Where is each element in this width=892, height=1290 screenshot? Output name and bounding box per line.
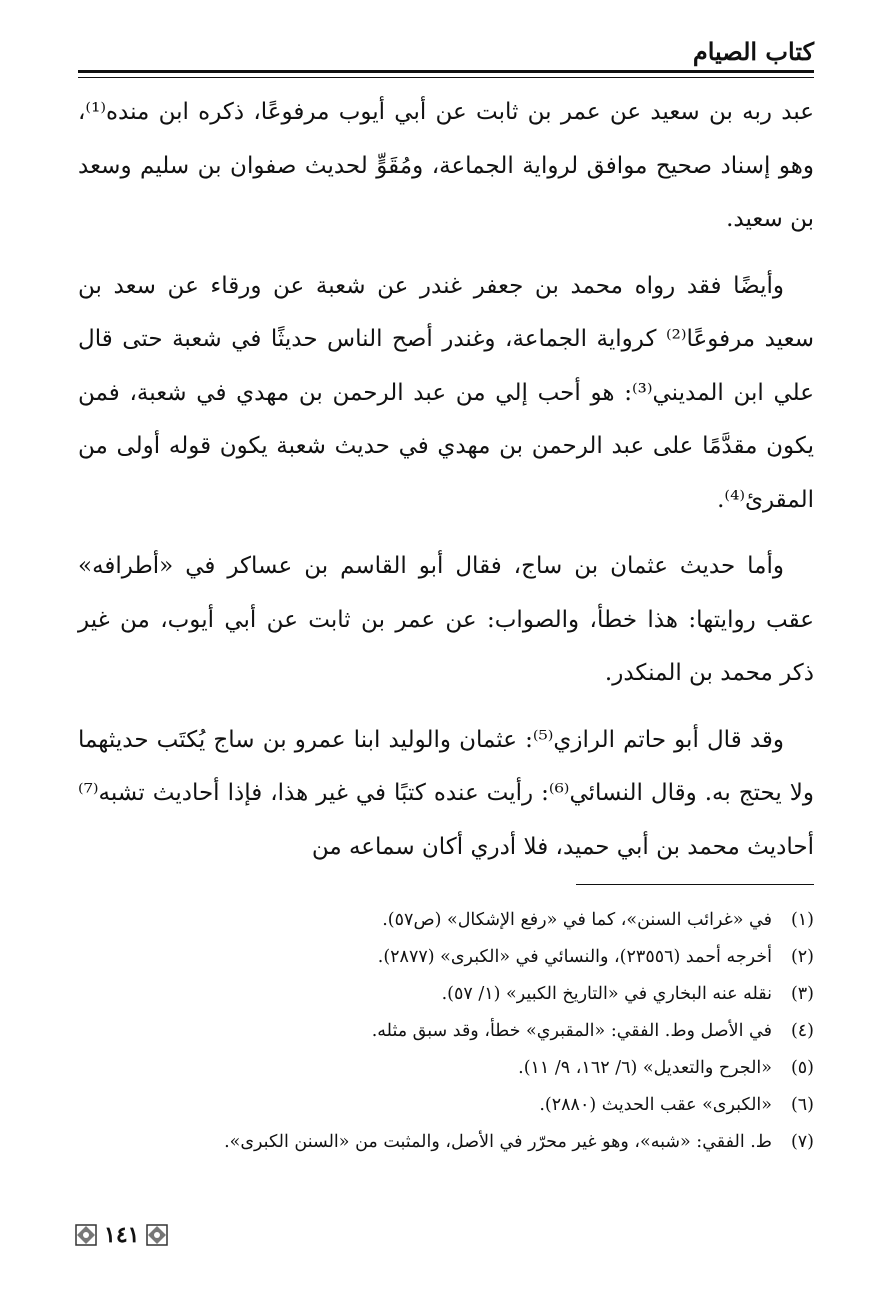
paragraph: وقد قال أبو حاتم الرازي⁽⁵⁾: عثمان والوليد ابنا عمرو بن ساج يُكتَب حديثهما ولا يحتج به. وقال النسائي⁽⁶⁾: رأيت عنده كتبًا في غير هذا، فإذا أحاديث تشبه⁽⁷⁾ أحاديث محمد بن أبي حميد، فلا أدري أكان سماعه من: [78, 726, 815, 860]
ornament-icon: [74, 1223, 98, 1247]
footnote-text: «الجرح والتعديل» (٦/ ١٦٢، ٩/ ١١).: [518, 1058, 772, 1078]
footnote: [78, 1050, 814, 1087]
ornament-icon: [145, 1223, 169, 1247]
page-number: ١٤١: [104, 1222, 140, 1248]
footnote: [78, 939, 814, 976]
paragraph: وأما حديث عثمان بن ساج، فقال أبو القاسم بن عساكر في «أطرافه» عقب روايتها: هذا خطأ، والصواب: عن عمر بن ثابت عن أبي أيوب، من غير ذكر محمد بن المنكدر.: [78, 553, 814, 686]
paragraph: وأيضًا فقد رواه محمد بن جعفر غندر عن شعبة عن ورقاء عن سعد بن سعيد مرفوعًا⁽²⁾ كرواية الجماعة، وغندر أصح الناس حديثًا في شعبة حتى قال علي ابن المديني⁽³⁾: هو أحب إلي من عبد الرحمن بن مهدي في شعبة، فمن يكون مقدَّمًا على عبد الرحمن بن مهدي في حديث شعبة يكون قوله أولى من المقرئ⁽⁴⁾.: [78, 272, 815, 513]
header-rule-thin: [78, 77, 814, 78]
footnote-separator: [576, 884, 814, 885]
footnote-number: (٧): [790, 1132, 814, 1152]
footnote-number: (٤): [790, 1021, 814, 1041]
footnote-number: (١): [790, 910, 814, 930]
footnote: [78, 1087, 814, 1124]
footnote-text: أخرجه أحمد (٢٣٥٥٦)، والنسائي في «الكبرى» (٢٨٧٧).: [377, 947, 772, 967]
paragraph: عبد ربه بن سعيد عن عمر بن ثابت عن أبي أيوب مرفوعًا، ذكره ابن منده⁽¹⁾، وهو إسناد صحيح موافق لرواية الجماعة، ومُقَوٍّ لحديث صفوان بن سليم وسعد بن سعيد.: [78, 99, 814, 232]
footnote-number: (٦): [790, 1095, 814, 1115]
running-header: كتاب الصيام: [692, 37, 814, 66]
main-text: [78, 86, 814, 874]
footnote: [78, 1124, 814, 1161]
footnote: [78, 1013, 814, 1050]
footnote-number: (٢): [790, 947, 814, 967]
footnote: [78, 976, 814, 1013]
footnote-text: نقله عنه البخاري في «التاريخ الكبير» (١/ ٥٧).: [441, 984, 772, 1004]
footnote-number: (٣): [790, 984, 814, 1004]
header-rule-thick: [78, 70, 814, 73]
footnotes: [78, 902, 814, 1161]
footnote-text: في «غرائب السنن»، كما في «رفع الإشكال» (ص٥٧).: [382, 910, 772, 930]
footnote-text: ط. الفقي: «شبه»، وهو غير محرّر في الأصل، والمثبت من «السنن الكبرى».: [224, 1132, 772, 1152]
footnote-number: (٥): [790, 1058, 814, 1078]
footnote: [78, 902, 814, 939]
page-folio: [74, 1222, 169, 1248]
footnote-text: «الكبرى» عقب الحديث (٢٨٨٠).: [539, 1095, 772, 1115]
footnote-text: في الأصل وط. الفقي: «المقبري» خطأ، وقد سبق مثله.: [371, 1021, 772, 1041]
